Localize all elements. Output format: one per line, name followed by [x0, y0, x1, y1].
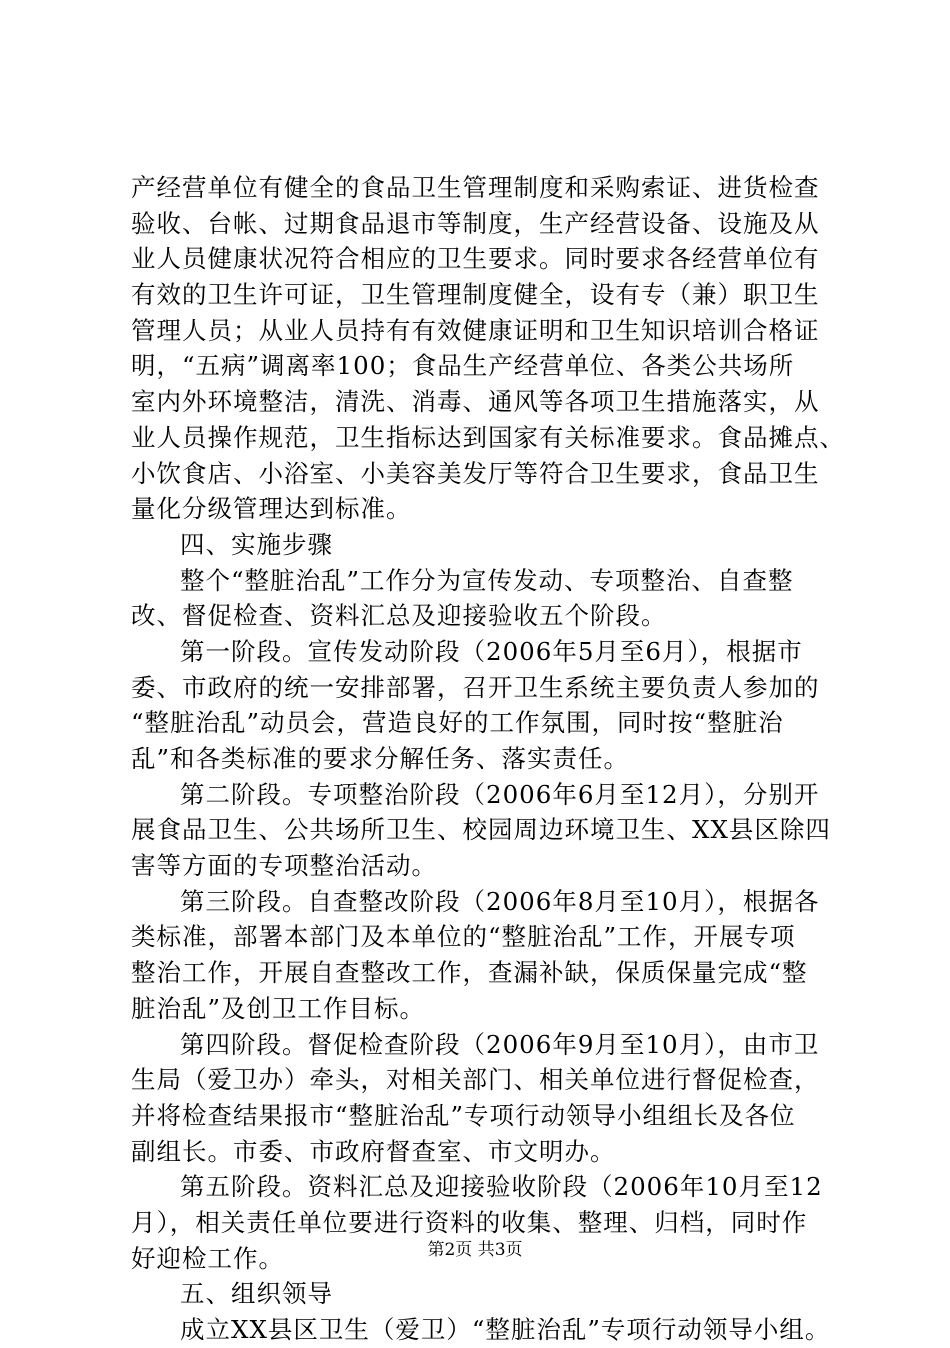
- text-line: 副组长。市委、市政府督查室、市文明办。: [131, 1136, 616, 1166]
- text-line: 月），相关责任单位要进行资料的收集、整理、归档，同时作: [131, 1207, 808, 1237]
- text-line: 整治工作，开展自查整改工作，查漏补缺，保质保量完成“整: [131, 958, 808, 988]
- page-footer: 第2页 共3页: [427, 1240, 523, 1260]
- text-line: 业人员操作规范，卫生指标达到国家有关标准要求。食品摊点、: [131, 422, 845, 452]
- text-line: 管理人员；从业人员持有有效健康证明和卫生知识培训合格证: [131, 315, 820, 345]
- text-line: 委、市政府的统一安排部署，召开卫生系统主要负责人参加的: [131, 672, 820, 702]
- text-line: 整个“整脏治乱”工作分为宣传发动、专项整治、自查整: [180, 565, 794, 595]
- text-line: 生局（爱卫办）牵头，对相关部门、相关单位进行督促检查，: [131, 1065, 820, 1095]
- text-line: 展食品卫生、公共场所卫生、校园周边环境卫生、XX县区除四: [131, 815, 831, 845]
- text-line: “整脏治乱”动员会，营造良好的工作氛围，同时按“整脏治: [131, 708, 784, 738]
- text-line: 脏治乱”及创卫工作目标。: [131, 993, 426, 1023]
- text-line: 室内外环境整洁，清洗、消毒、通风等各项卫生措施落实，从: [131, 387, 820, 417]
- text-line: 四、实施步骤: [180, 529, 333, 559]
- document-body: [131, 170, 861, 1348]
- text-line: 害等方面的专项整治活动。: [131, 851, 437, 881]
- text-line: 五、组织领导: [180, 1279, 333, 1309]
- text-line: 验收、台帐、过期食品退市等制度，生产经营设备、设施及从: [131, 208, 820, 238]
- text-line: 量化分级管理达到标准。: [131, 494, 412, 524]
- text-line: 明，“五病”调离率100；食品生产经营单位、各类公共场所: [131, 351, 795, 381]
- text-line: 第五阶段。资料汇总及迎接验收阶段（2006年10月至12: [180, 1172, 823, 1202]
- text-line: 有效的卫生许可证，卫生管理制度健全，设有专（兼）职卫生: [131, 280, 820, 310]
- text-line: 第一阶段。宣传发动阶段（2006年5月至6月），根据市: [180, 636, 803, 666]
- text-line: 好迎检工作。: [131, 1243, 284, 1273]
- text-line: 第四阶段。督促检查阶段（2006年9月至10月），由市卫: [180, 1029, 820, 1059]
- text-line: 产经营单位有健全的食品卫生管理制度和采购索证、进货检查: [131, 173, 820, 202]
- text-line: 业人员健康状况符合相应的卫生要求。同时要求各经营单位有: [131, 244, 820, 274]
- text-line: 类标准，部署本部门及本单位的“整脏治乱”工作，开展专项: [131, 922, 796, 952]
- text-line: 改、督促检查、资料汇总及迎接验收五个阶段。: [131, 601, 667, 631]
- text-line: 乱”和各类标准的要求分解任务、落实责任。: [131, 744, 630, 773]
- text-line: 第二阶段。专项整治阶段（2006年6月至12月），分别开: [180, 779, 820, 809]
- text-line: 小饮食店、小浴室、小美容美发厅等符合卫生要求，食品卫生: [131, 458, 820, 488]
- text-line: 第三阶段。自查整改阶段（2006年8月至10月），根据各: [180, 886, 820, 916]
- text-line: 成立XX县区卫生（爱卫）“整脏治乱”专项行动领导小组。: [180, 1315, 831, 1344]
- text-line: 并将检查结果报市“整脏治乱”专项行动领导小组组长及各位: [131, 1100, 796, 1130]
